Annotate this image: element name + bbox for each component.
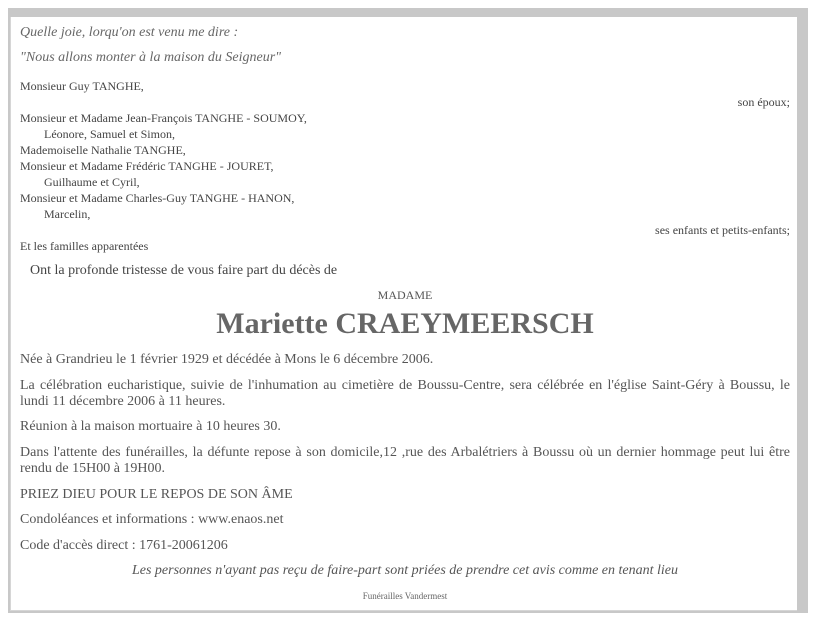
family-member: Léonore, Samuel et Simon, <box>44 127 175 141</box>
birth-death: Née à Grandrieu le 1 février 1929 et décédée à Mons le 6 décembre 2006. <box>20 352 434 367</box>
family-member: Monsieur et Madame Jean-François TANGHE - SOUMOY, <box>20 111 307 125</box>
children-role: ses enfants et petits-enfants; <box>655 223 790 237</box>
quote-line-2: "Nous allons monter à la maison du Seigneur" <box>20 50 282 65</box>
ceremony-info: La célébration eucharistique, suivie de l'inhumation au cimetière de Boussu-Centre, sera célébrée en l'église Saint-Géry à Boussu, le lundi 11 décembre 2006 à 11 heures. <box>20 378 790 409</box>
access-code: Code d'accès direct : 1761-20061206 <box>20 538 228 553</box>
footer-credit: Funérailles Vandermest <box>362 591 448 601</box>
visitation-info: Dans l'attente des funérailles, la défunte repose à son domicile,12 ,rue des Arbalétriers à Boussu où un dernier hommage peut lui être rendu de 15H00 à 19H00. <box>20 445 790 476</box>
notice: Les personnes n'ayant pas reçu de faire-part sont priées de prendre cet avis comme en tenant lieu <box>131 563 679 578</box>
family-list <box>20 110 790 222</box>
meeting-info: Réunion à la maison mortuaire à 10 heures 30. <box>20 419 281 434</box>
condolences-line: Condoléances et informations : www.enaos.net <box>20 512 284 527</box>
announcement: Ont la profonde tristesse de vous faire part du décès de <box>30 263 338 278</box>
spouse-role: son époux; <box>737 95 790 109</box>
title-prefix: MADAME <box>377 288 433 302</box>
spouse-name: Monsieur Guy TANGHE, <box>20 79 144 93</box>
family-member: Monsieur et Madame Charles-Guy TANGHE - HANON, <box>20 191 295 205</box>
family-member: Marcelin, <box>44 207 91 221</box>
prayer-line: PRIEZ DIEU POUR LE REPOS DE SON ÂME <box>20 487 293 502</box>
deceased-name: Mariette CRAEYMEERSCH <box>216 307 594 340</box>
family-member: Monsieur et Madame Frédéric TANGHE - JOURET, <box>20 159 274 173</box>
relatives: Et les familles apparentées <box>20 239 149 253</box>
obituary-card <box>10 17 797 611</box>
quote-line-1: Quelle joie, lorqu'on est venu me dire : <box>20 25 239 40</box>
family-member: Guilhaume et Cyril, <box>44 175 140 189</box>
family-member: Mademoiselle Nathalie TANGHE, <box>20 143 186 157</box>
